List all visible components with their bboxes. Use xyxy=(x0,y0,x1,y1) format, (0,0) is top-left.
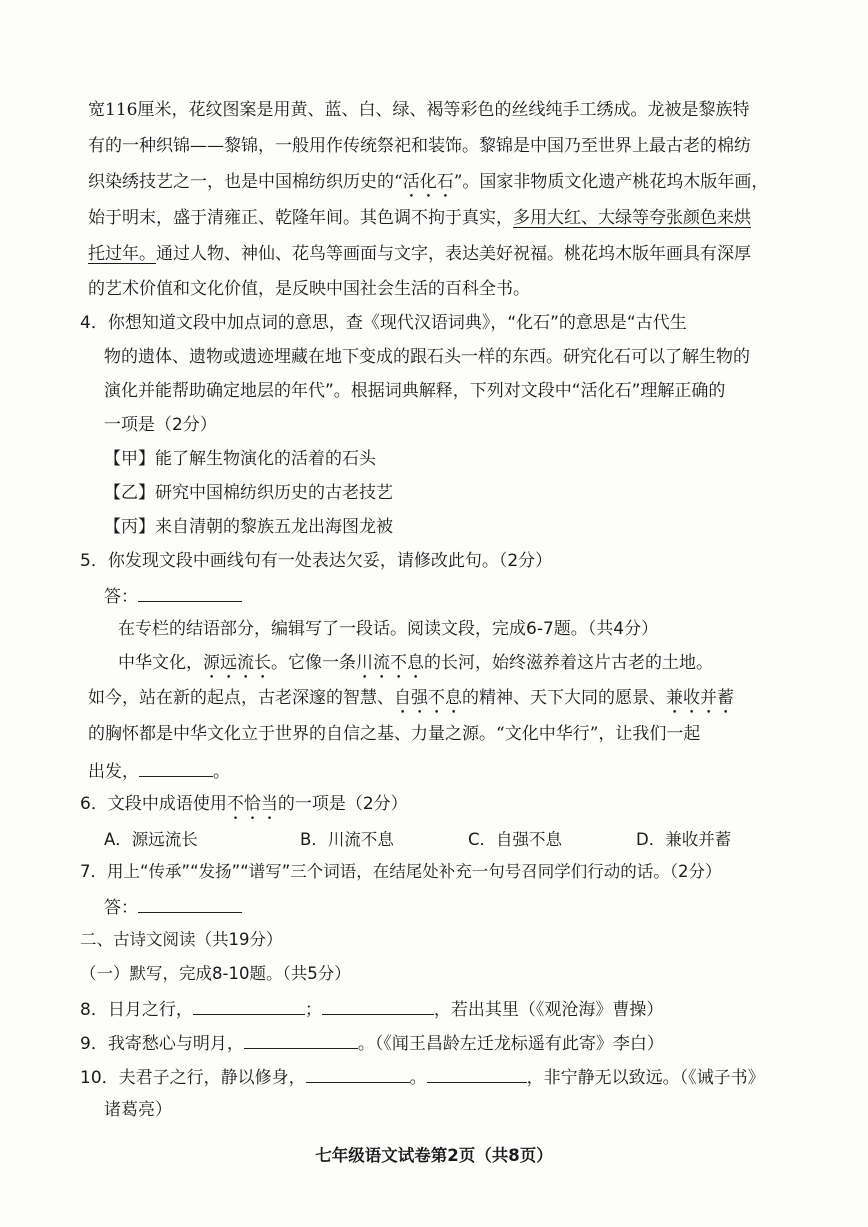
passage1-line5 xyxy=(88,242,751,266)
q7-answer-line xyxy=(104,894,242,920)
dotted-idiom: 兼收并蓄 xyxy=(666,688,734,708)
passage2-text: 中华文化， xyxy=(118,653,203,673)
q10-line2: 诸葛亮） xyxy=(104,1100,172,1120)
passage2-text: 如今，站在新的起点，古老深邃的智慧、 xyxy=(88,688,394,708)
dotted-idiom: 源远流长 xyxy=(203,653,271,673)
q9-blank[interactable] xyxy=(244,1030,358,1049)
q8-blank-2[interactable] xyxy=(322,996,434,1015)
q9-text: 。（《闻王昌龄左迁龙标遥有此寄》李白） xyxy=(357,1034,664,1054)
q4-stem-line2: 物的遗体、遗物或遗迹埋藏在地下变成的跟石头一样的东西。研究化石可以了解生物的 xyxy=(104,347,750,367)
q9-text: 9．我寄愁心与明月， xyxy=(80,1034,244,1054)
q6-text: 的一项是（2分） xyxy=(277,794,408,814)
q10-blank-1[interactable] xyxy=(306,1064,410,1083)
q4-stem-line4: 一项是（2分） xyxy=(104,415,217,435)
q8-text: ； xyxy=(304,1000,322,1020)
passage2-line3: 的胸怀都是中华文化立于世界的自信之基、力量之源。“文化中华行”，让我们一起 xyxy=(88,724,701,744)
q8-text: 8．日月之行， xyxy=(80,1000,193,1020)
passage1-text: 始于明末，盛于清雍正、乾隆年间。其色调不拘于真实， xyxy=(88,208,513,228)
q10-text: ，非宁静无以致远。（《诫子书》 xyxy=(526,1068,765,1088)
q6-text: 6．文段中成语使用 xyxy=(80,794,227,814)
q6-stem xyxy=(80,792,408,824)
q10-text: 。 xyxy=(409,1068,427,1088)
fill-blank[interactable] xyxy=(139,758,213,777)
q6-option-c: C．自强不息 xyxy=(468,830,563,849)
q6-option-d: D．兼收并蓄 xyxy=(636,830,732,849)
passage1-line4 xyxy=(88,206,751,230)
passage1-text: 织染绣技艺之一，也是中国棉纺织历史的“ xyxy=(88,172,403,192)
q7-stem: 7．用上“传承”“发扬”“谱写”三个词语，在结尾处补充一句号召同学们行动的话。（2分） xyxy=(80,862,722,881)
q9-line xyxy=(80,1030,664,1056)
passage1-text: 有的一种织锦——黎锦，一般用作传统祭祀和装饰。黎锦是中国乃至世界上最古老的棉纺 xyxy=(88,136,751,156)
passage2-line4 xyxy=(88,758,230,784)
passage1-text: 通过人物、神仙、花鸟等画面与文字，表达美好祝福。桃花坞木版年画具有深厚 xyxy=(156,244,751,264)
q6-option-a: A．源远流长 xyxy=(104,830,198,849)
passage2-line2 xyxy=(88,686,734,718)
q4-option-b: 【乙】研究中国棉纺织历史的古老技艺 xyxy=(104,483,393,503)
underlined-sentence: 托过年。 xyxy=(88,244,156,264)
q4-option-c: 【丙】来自清朝的黎族五龙出海图龙被 xyxy=(104,517,393,537)
q4-stem-line3: 演化并能帮助确定地层的年代”。根据词典解释，下列对文段中“活化石”理解正确的 xyxy=(104,381,726,401)
dotted-word: 不恰当 xyxy=(226,794,278,814)
passage2-text: 的长河，始终滋养着这片古老的土地。 xyxy=(424,653,713,673)
subsection1-title: （一）默写，完成8-10题。（共5分） xyxy=(80,964,351,983)
passage1-text: 宽116厘米，花纹图案是用黄、蓝、白、绿、褐等彩色的丝线纯手工绣成。龙被是黎族特 xyxy=(88,100,750,120)
q4-option-a: 【甲】能了解生物演化的活着的石头 xyxy=(104,449,376,469)
section-intro: 在专栏的结语部分，编辑写了一段话。阅读文段，完成6-7题。（共4分） xyxy=(118,619,659,639)
passage1-line1 xyxy=(88,98,749,122)
passage2-text: 的精神、天下大同的愿景、 xyxy=(462,688,666,708)
q10-text: 10．夫君子之行，静以修身， xyxy=(80,1068,306,1088)
passage1-text: ”。国家非物质文化遗产桃花坞木版年画， xyxy=(453,172,769,192)
underlined-sentence: 多用大红、大绿等夸张颜色来烘 xyxy=(513,208,751,228)
dotted-idiom: 川流不息 xyxy=(356,653,424,673)
q10-blank-2[interactable] xyxy=(427,1064,527,1083)
answer-label: 答： xyxy=(104,898,138,918)
q5-answer-line xyxy=(104,583,242,609)
passage2-text: 出发， xyxy=(88,762,139,782)
dotted-idiom: 自强不息 xyxy=(394,688,462,708)
q4-stem-line1: 4．你想知道文段中加点词的意思，查《现代汉语词典》，“化石”的意思是“古代生 xyxy=(80,313,687,333)
answer-label: 答： xyxy=(104,587,138,607)
passage2-line1 xyxy=(118,651,713,683)
passage1-line6 xyxy=(88,277,530,301)
page-footer: 七年级语文试卷第2页（共8页） xyxy=(315,1146,553,1165)
answer-blank[interactable] xyxy=(138,894,242,913)
passage2-text: 。它像一条 xyxy=(271,653,356,673)
answer-blank[interactable] xyxy=(138,583,242,602)
q5-stem: 5．你发现文段中画线句有一处表达欠妥，请修改此句。（2分） xyxy=(80,551,553,571)
q6-option-b: B．川流不息 xyxy=(300,830,394,849)
q8-blank-1[interactable] xyxy=(193,996,305,1015)
passage1-text: 的艺术价值和文化价值，是反映中国社会生活的百科全书。 xyxy=(88,279,530,299)
q8-text: ，若出其里（《观沧海》曹操） xyxy=(433,1000,664,1020)
q8-line xyxy=(80,996,663,1022)
passage1-line3 xyxy=(88,170,768,202)
passage1-line2 xyxy=(88,134,751,158)
q10-line1 xyxy=(80,1064,765,1090)
passage2-text: 。 xyxy=(213,762,230,782)
section2-title: 二、古诗文阅读（共19分） xyxy=(80,930,283,949)
dotted-word: 活化石 xyxy=(402,172,454,192)
